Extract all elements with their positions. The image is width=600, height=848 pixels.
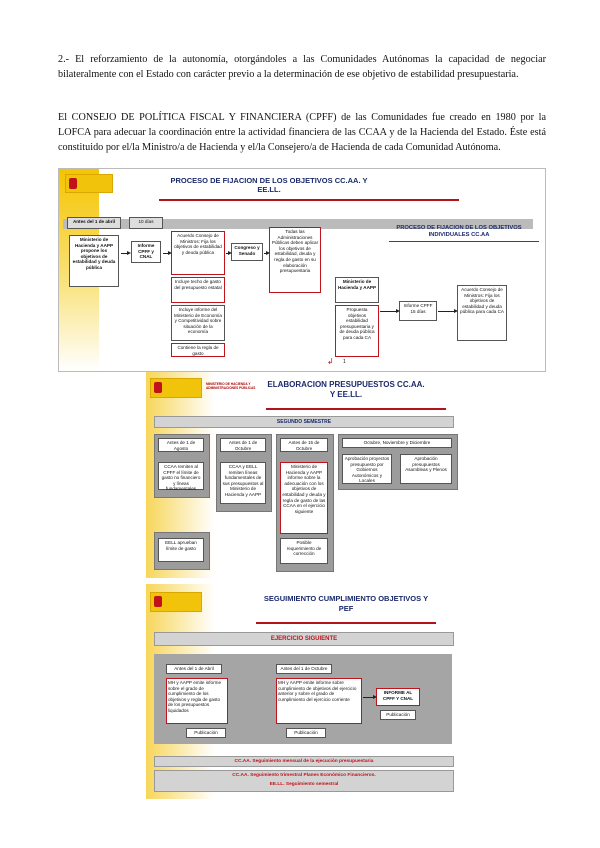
cell-eell-limite: EELL aprueban límite de gasto [158,538,204,562]
coat-of-arms-icon [154,596,162,607]
header-15-octubre: Antes de 15 de Octubre [280,438,328,452]
cell-aprobacion-asambleas: Aprobación presupuestos Asambleas y Plenos [400,454,452,484]
box-informe-cpff: Informe CPFF y CNAL [131,241,161,263]
paragraph-reforzamiento: 2.- El reforzamiento de la autonomía, otorgándoles a las Comunidades Autónomas la capacidad de negociar bilateralmente con el Estado con carácter previo a la determinación de ese objetivo de estabilidad presupuestaria. [58,54,546,80]
cell-informe-adecuacion: Ministerio de Hacienda y AAPP informe sobre la adecuación con los objetivos de estabilidad y deuda y regla de gasto de las CCAA en el ejercicio siguiente [280,462,328,534]
header-oct-dic: Octubre, Noviembre y Diciembre [342,438,452,448]
box-techo-gasto: Incluye techo de gasto del presupuesto estatal [171,277,225,303]
title-underline [256,622,436,624]
ministry-logo [65,174,113,193]
cell-informe-cpff: INFORME AL CPFF Y CNAL [376,688,420,706]
paragraph-cpff: El CONSEJO DE POLÍTICA FISCAL Y FINANCIERA (CPFF) de las Comunidades fue creado en 1980 por la LOFCA para adecuar la coordinación entre la actividad financiera de las CCAA y de la Hacienda del Estado. Éste está constituido por el/la Ministro/a de Hacienda y el/la Consejero/a de Hacienda de cada Comunidad Autónoma. [58,112,546,153]
box-ministerio-hacienda: Ministerio de Hacienda y AAPP [335,277,379,303]
cell-remiten-lineas: CCAA y EELL remiten líneas fundamentales de sus presupuestos al Ministerio de Hacienda y AAPP [220,462,266,504]
arrow-2 [163,253,170,254]
title-underline [159,199,459,201]
slide-elaboracion-presupuestos [146,372,458,578]
box-regla-gasto: Contiene la regla de gasto [171,343,225,357]
ministry-name: MINISTERIO DE HACIENDA Y ADMINISTRACIONES PÚBLICAS [206,382,256,390]
band-segundo-semestre: SEGUNDO SEMESTRE [154,416,454,428]
box-10-dias: 10 días [129,217,163,229]
title2-underline [389,241,539,242]
header-abril: Antes del 1 de Abril [166,664,222,674]
slide3-title: SEGUIMIENTO CUMPLIMIENTO OBJETIVOS Y PEF [263,594,429,613]
ministry-logo [150,378,202,398]
slide-proceso-fijacion [58,168,546,372]
cell-requerimiento: Posible requerimiento de corrección [280,538,328,564]
cell-informe-liquidados: MH y AAPP emite informe sobre el grado de cumplimiento de los objetivos y regla de gasto de los presupuestos liquidados [166,678,228,724]
cell-publicacion-3: Publicación [380,710,416,720]
box-informe-economia: Incluye informe del Ministerio de Economía y Competitividad sobre situación de la economía [171,305,225,341]
footer-semestral-text: EE.LL. Seguimiento semestral [269,782,339,787]
cell-publicacion-1: Publicación [186,728,226,738]
footer-trimestral [154,770,454,792]
box-informe-15: Informe CPFF 15 días [399,301,437,321]
return-arrow-icon[interactable]: ↲ [327,357,334,366]
cell-ccaa-cpff: CCAA remiten al CPFF el límite de gasto no financiero y líneas fundamentales [158,462,204,490]
coat-of-arms-icon [154,382,162,393]
header-octubre: Antes del 1 de Octubre [276,664,332,674]
arrow-to-cpff [363,697,375,698]
page-number: 1 [343,359,346,365]
box-acuerdo-consejo: Acuerdo Consejo de Ministros: Fija los objetivos de estabilidad y deuda pública [171,231,225,275]
header-agosto: Antes de 1 de Agosto [158,438,204,452]
box-propuesta-objetivos: Propuesta objetivos estabilidad presupuestaria y de deuda pública para cada CA [335,305,379,357]
cell-aprobacion-proyectos: Aprobación proyectos presupuesto por Gobiernos Autonómicos y Locales [342,454,392,484]
band-ejercicio-siguiente: EJERCICIO SIGUIENTE [154,632,454,646]
slide2-title: ELABORACION PRESUPUESTOS CC.AA. Y EE.LL. [267,380,425,399]
box-todas-administraciones: Todas las Administraciones Públicas deben aplicar los objetivos de estabilidad, deuda y regla de gasto en su elaboración presupuestaria [269,227,321,293]
footer-mensual [154,756,454,767]
slide1-title-individuales: PROCESO DE FIJACION DE LOS OBJETIVOS INDIVIDUALES CC.AA [396,225,522,238]
ministry-logo [150,592,202,612]
arrow-5 [380,311,398,312]
arrow-1 [121,253,129,254]
footer-mensual-text: CC.AA. Seguimiento mensual de la ejecución presupuestaria [234,759,374,764]
box-acuerdo-individual: Acuerdo Consejo de Ministros: Fija los objetivos de estabilidad y deuda pública para cada CA [457,285,507,341]
arrow-4 [264,253,268,254]
box-ministerio-propone: Ministerio de Hacienda y AAPP propone los objetivos de estabilidad y deuda pública [69,235,119,287]
slide-seguimiento [146,584,458,799]
coat-of-arms-icon [69,178,77,189]
slide1-title: PROCESO DE FIJACION DE LOS OBJETIVOS CC.AA. Y EE.LL. [170,176,368,194]
arrow-3 [226,253,230,254]
box-congreso-senado: Congreso y Senado [231,243,263,261]
box-antes-abril: Antes del 1 de abril [67,217,121,229]
arrow-6 [438,311,456,312]
header-octubre: Antes de 1 de Octubre [220,438,266,452]
cell-publicacion-2: Publicación [286,728,326,738]
title-underline [266,408,446,410]
cell-informe-cumplimiento: MH y AAPP emite informe sobre cumplimiento de objetivos del ejercicio anterior y sobre el grado de cumplimiento del ejercicio corriente [276,678,362,724]
footer-trimestral-text: CC.AA. Seguimiento trimestral Planes Económico Financieros. [232,773,376,778]
